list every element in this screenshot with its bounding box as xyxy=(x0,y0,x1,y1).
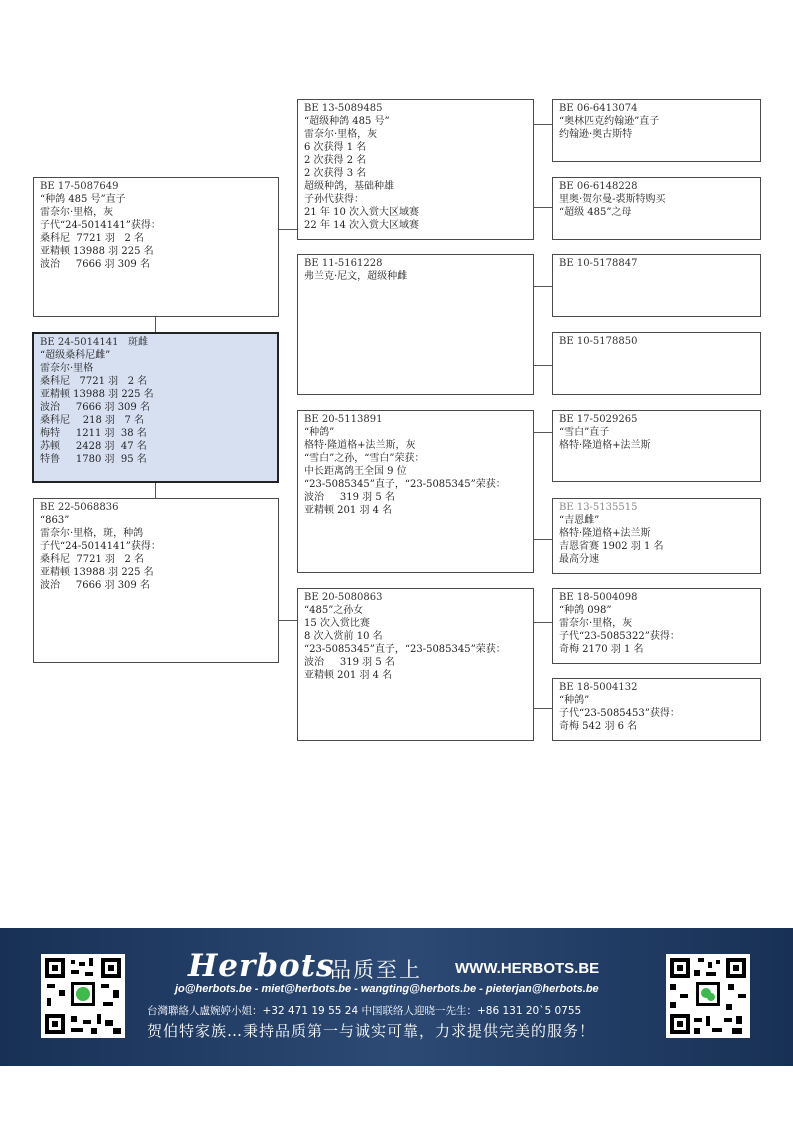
pedigree-line: 2 次获得 2 名 xyxy=(304,155,367,166)
ring-number: BE 20-5080863 xyxy=(304,592,383,603)
ring-number: BE 06-6148228 xyxy=(559,181,638,192)
connector xyxy=(533,708,552,709)
connector xyxy=(533,365,552,366)
ring-number: BE 10-5178850 xyxy=(559,336,638,347)
pedigree-line: 8 次入赏前 10 名 xyxy=(304,631,383,642)
connector xyxy=(533,207,552,208)
pedigree-line: “超级桑科尼雌” xyxy=(40,350,111,361)
pedigree-line: “种鸽 098” xyxy=(559,605,612,616)
website-link[interactable]: WWW.HERBOTS.BE xyxy=(455,960,600,977)
pedigree-line: “超级种鸽 485 号” xyxy=(304,116,390,127)
ring-number: BE 24-5014141 斑雌 xyxy=(40,337,149,348)
ds-sire-card xyxy=(552,410,761,482)
pedigree-line: 雷奈尔·里格 xyxy=(40,363,94,374)
pedigree-line: 桑科尼 7721 羽 2 名 xyxy=(40,376,148,387)
ring-number: BE 22-5068836 xyxy=(40,502,119,513)
connector xyxy=(533,622,552,623)
pedigree-line: 21 年 10 次入赏大区域赛 xyxy=(304,207,419,218)
ring-number: BE 10-5178847 xyxy=(559,258,638,269)
pedigree-line: 亚精顿 13988 羽 225 名 xyxy=(40,246,154,257)
connector xyxy=(533,432,552,433)
connector xyxy=(155,316,156,333)
pedigree-line: 中长距离鸽王全国 9 位 xyxy=(304,466,407,477)
pedigree-line: “863” xyxy=(40,515,70,526)
pedigree-line: 波治 7666 羽 309 名 xyxy=(40,580,150,591)
motto: 贺伯特家族…秉持品质第一与诚实可靠，力求提供完美的服务！ xyxy=(147,1022,596,1040)
pedigree-line: 子代“24-5014141”获得： xyxy=(40,541,161,552)
pedigree-line: 波治 7666 羽 309 名 xyxy=(40,259,150,270)
pedigree-line: “雪白”直子 xyxy=(559,427,610,438)
pedigree-line: 子代“24-5014141”获得： xyxy=(40,220,161,231)
pedigree-line: 15 次入赏比赛 xyxy=(304,618,370,629)
pedigree-line: “雪白”之孙，“雪白”荣获： xyxy=(304,453,425,464)
pedigree-line: 亚精顿 13988 羽 225 名 xyxy=(40,389,154,400)
pedigree-line: “485”之孙女 xyxy=(304,605,364,616)
pedigree-line: 波治 7666 羽 309 名 xyxy=(40,402,150,413)
pedigree-line: 子孙代获得： xyxy=(304,194,364,205)
slogan: 品质至上 xyxy=(330,958,422,982)
contact-phones: 台灣聯絡人盧婉婷小姐：+32 471 19 55 24 中国联络人迎晓一先生：+86 131 20`5 0755 xyxy=(147,1005,582,1017)
pedigree-line: “23-5085345”直子，“23-5085345”荣获： xyxy=(304,644,506,655)
pedigree-line: “超级 485”之母 xyxy=(559,207,632,218)
connector xyxy=(278,229,297,230)
pedigree-line: 子代“23-5085453”获得： xyxy=(559,708,680,719)
pedigree-line: 吉恩省赛 1902 羽 1 名 xyxy=(559,541,664,552)
ring-number: BE 11-5161228 xyxy=(304,258,383,269)
ring-number: BE 17-5029265 xyxy=(559,414,638,425)
pedigree-line: 桑科尼 218 羽 7 名 xyxy=(40,415,145,426)
ss-dam-card xyxy=(552,177,761,240)
connector xyxy=(533,286,552,287)
subject-card xyxy=(32,332,279,483)
connector xyxy=(533,539,552,540)
dam-dam-card xyxy=(297,588,534,741)
pedigree-line: 雷奈尔·里格，灰 xyxy=(304,129,378,140)
pedigree-line: 雷奈尔·里格，灰 xyxy=(559,618,633,629)
pedigree-line: 桑科尼 7721 羽 2 名 xyxy=(40,233,145,244)
pedigree-line: “奥林匹克约翰逊”直子 xyxy=(559,116,660,127)
wechat-qr-icon xyxy=(666,954,750,1038)
dam-card xyxy=(33,498,279,663)
pedigree-line: 苏顿 2428 羽 47 名 xyxy=(40,441,147,452)
pedigree-line: 格特·隆道格+法兰斯 xyxy=(559,440,651,451)
sd-sire-card xyxy=(552,254,761,317)
sire-dam-card xyxy=(297,254,534,395)
pedigree-line: 奇梅 2170 羽 1 名 xyxy=(559,644,644,655)
pedigree-line: 波治 319 羽 5 名 xyxy=(304,492,395,503)
ring-number: BE 06-6413074 xyxy=(559,103,638,114)
pedigree-line: 里奥·贺尔曼-裘斯特购买 xyxy=(559,194,666,205)
ss-sire-card xyxy=(552,99,761,162)
pedigree-line: 弗兰克·尼文，超级种雌 xyxy=(304,271,408,282)
pedigree-line: 格特·隆道格+法兰斯，灰 xyxy=(304,440,416,451)
dd-dam-card xyxy=(552,678,761,741)
sire-card xyxy=(33,177,279,317)
ring-number: BE 13-5135515 xyxy=(559,502,638,513)
ring-number: BE 20-5113891 xyxy=(304,414,383,425)
pedigree-line: 亚精顿 13988 羽 225 名 xyxy=(40,567,154,578)
sire-sire-card xyxy=(297,99,534,240)
sd-dam-card xyxy=(552,332,761,395)
pedigree-line: 最高分速 xyxy=(559,554,599,565)
pedigree-line: 桑科尼 7721 羽 2 名 xyxy=(40,554,145,565)
ds-dam-card xyxy=(552,498,761,574)
footer-banner xyxy=(0,928,793,1066)
ring-number: BE 18-5004098 xyxy=(559,592,638,603)
pedigree-line: 雷奈尔·里格，灰 xyxy=(40,207,114,218)
pedigree-line: “种鸽” xyxy=(559,695,590,706)
pedigree-line: 超级种鸽，基础种雄 xyxy=(304,181,394,192)
pedigree-line: “种鸽 485 号”直子 xyxy=(40,194,126,205)
pedigree-line: 梅特 1211 羽 38 名 xyxy=(40,428,147,439)
connector xyxy=(278,620,297,621)
connector xyxy=(155,482,156,499)
brand-logo: Herbots xyxy=(188,948,335,984)
pedigree-line: “23-5085345”直子，“23-5085345”荣获： xyxy=(304,479,506,490)
wechat-qr-icon xyxy=(41,954,125,1038)
pedigree-line: 子代“23-5085322”获得： xyxy=(559,631,680,642)
pedigree-line: 雷奈尔·里格，斑，种鸽 xyxy=(40,528,144,539)
pedigree-line: 亚精顿 201 羽 4 名 xyxy=(304,670,393,681)
ring-number: BE 13-5089485 xyxy=(304,103,383,114)
pedigree-line: 约翰逊·奥古斯特 xyxy=(559,129,633,140)
pedigree-line: 特鲁 1780 羽 95 名 xyxy=(40,454,147,465)
pedigree-line: “种鸽” xyxy=(304,427,335,438)
pedigree-line: “吉恩雌” xyxy=(559,515,600,526)
dam-sire-card xyxy=(297,410,534,573)
pedigree-line: 波治 319 羽 5 名 xyxy=(304,657,395,668)
pedigree-line: 格特·隆道格+法兰斯 xyxy=(559,528,651,539)
pedigree-line: 奇梅 542 羽 6 名 xyxy=(559,721,638,732)
pedigree-line: 2 次获得 3 名 xyxy=(304,168,367,179)
pedigree-line: 6 次获得 1 名 xyxy=(304,142,367,153)
email-list[interactable]: jo@herbots.be - miet@herbots.be - wangting@herbots.be - pieterjan@herbots.be xyxy=(175,983,599,995)
connector xyxy=(533,124,552,125)
pedigree-line: 22 年 14 次入赏大区域赛 xyxy=(304,220,419,231)
pedigree-line: 亚精顿 201 羽 4 名 xyxy=(304,505,393,516)
dd-sire-card xyxy=(552,588,761,664)
ring-number: BE 18-5004132 xyxy=(559,682,638,693)
ring-number: BE 17-5087649 xyxy=(40,181,119,192)
